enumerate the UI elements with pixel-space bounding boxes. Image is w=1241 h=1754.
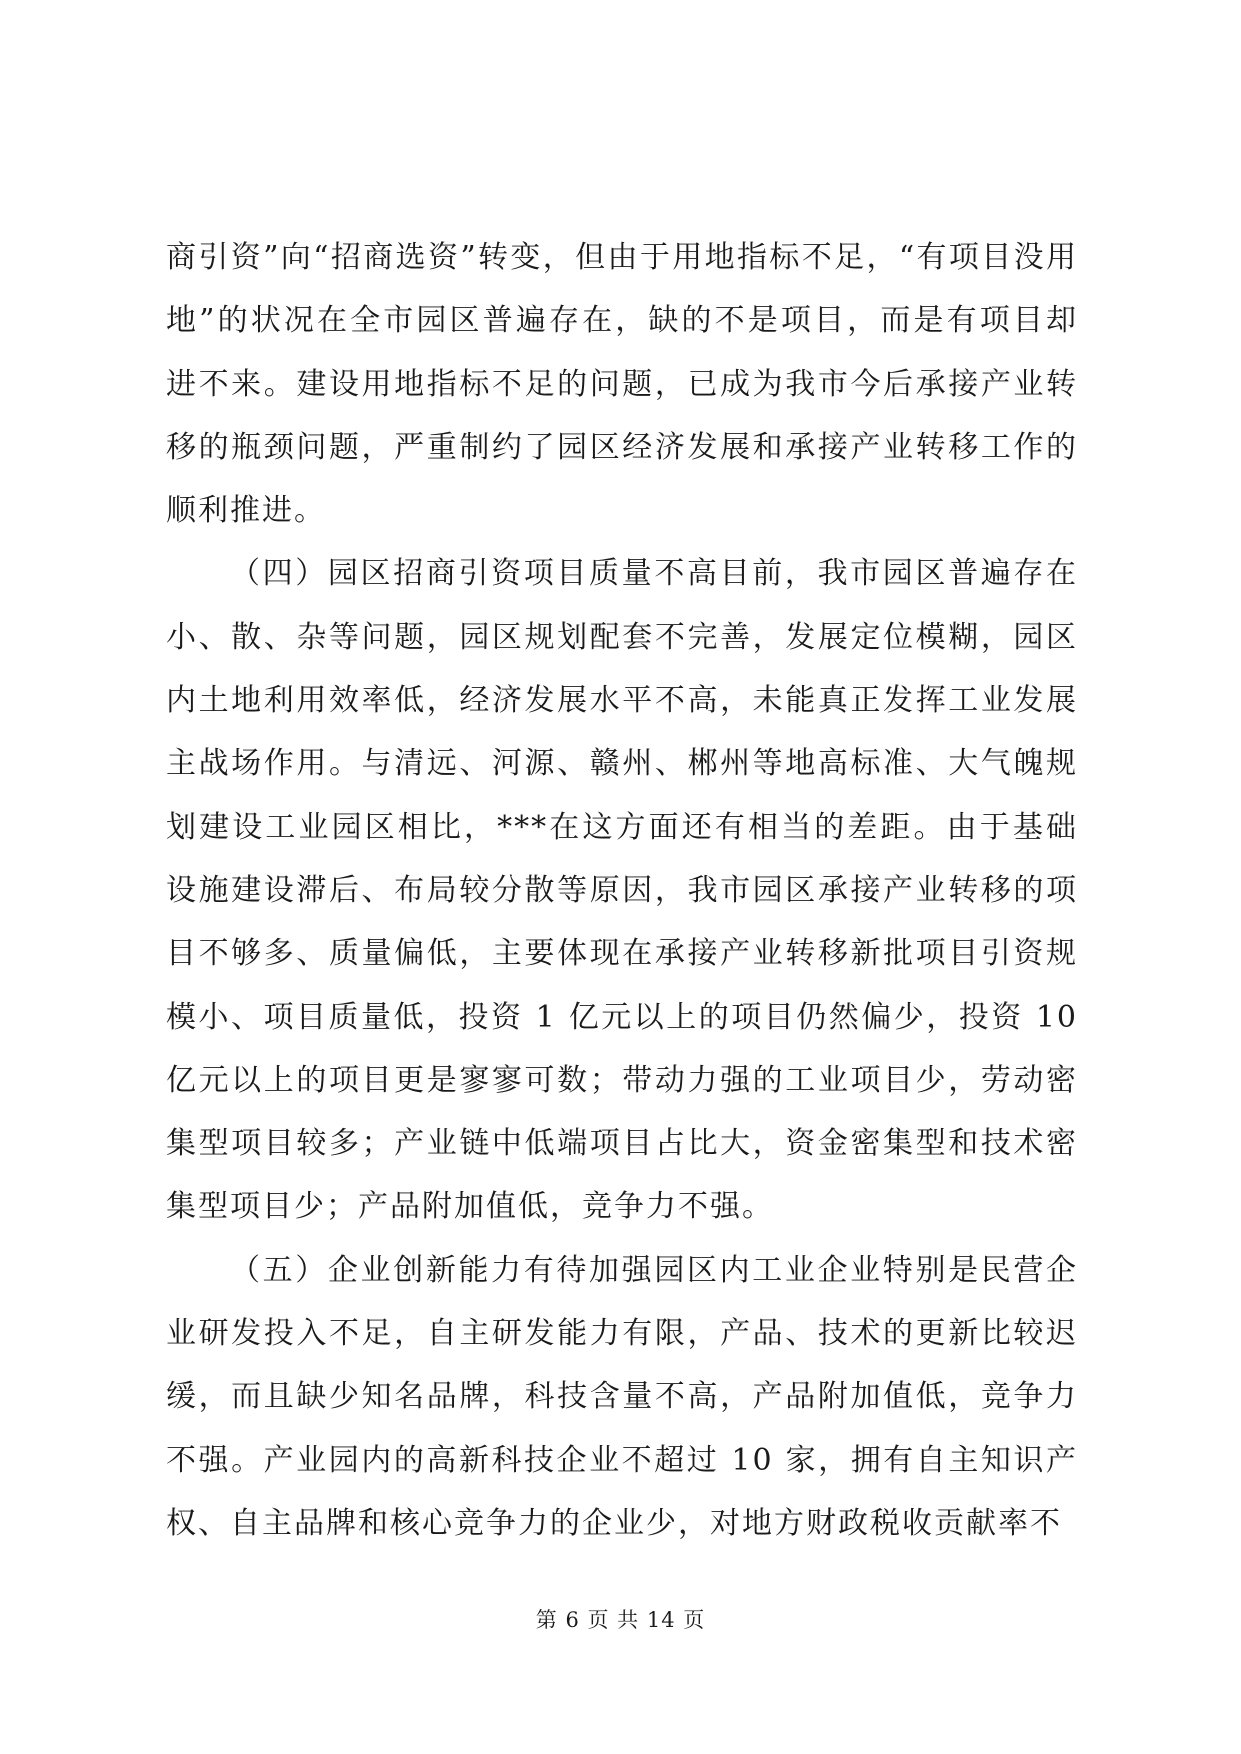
paragraph-continuation: 商引资”向“招商选资”转变，但由于用地指标不足，“有项目没用地”的状况在全市园区普遍存在，缺的不是项目，而是有项目却进不来。建设用地指标不足的问题，已成为我市今后承接产业转移的瓶颈问题，严重制约了园区经济发展和承接产业转移工作的顺利推进。 xyxy=(166,240,1078,529)
paragraph-section-5: （五）企业创新能力有待加强园区内工业企业特别是民营企业研发投入不足，自主研发能力有限，产品、技术的更新比较迟缓，而且缺少知名品牌，科技含量不高，产品附加值低，竞争力不强。产业园内的高新科技企业不超过 10 家，拥有自主知识产权、自主品牌和核心竞争力的企业少，对地方财政税收贡献率不 xyxy=(166,1252,1078,1541)
document-body xyxy=(166,226,1078,1555)
page-number-footer: 第 6 页 共 14 页 xyxy=(535,1608,706,1632)
paragraph-section-4: （四）园区招商引资项目质量不高目前，我市园区普遍存在小、散、杂等问题，园区规划配套不完善，发展定位模糊，园区内土地利用效率低，经济发展水平不高，未能真正发挥工业发展主战场作用。与清远、河源、赣州、郴州等地高标准、大气魄规划建设工业园区相比，***在这方面还有相当的差距。由于基础设施建设滞后、布局较分散等原因，我市园区承接产业转移的项目不够多、质量偏低，主要体现在承接产业转移新批项目引资规模小、项目质量低，投资 1 亿元以上的项目仍然偏少，投资 10 亿元以上的项目更是寥寥可数；带动力强的工业项目少，劳动密集型项目较多；产业链中低端项目占比大，资金密集型和技术密集型项目少；产品附加值低，竞争力不强。 xyxy=(166,556,1078,1225)
